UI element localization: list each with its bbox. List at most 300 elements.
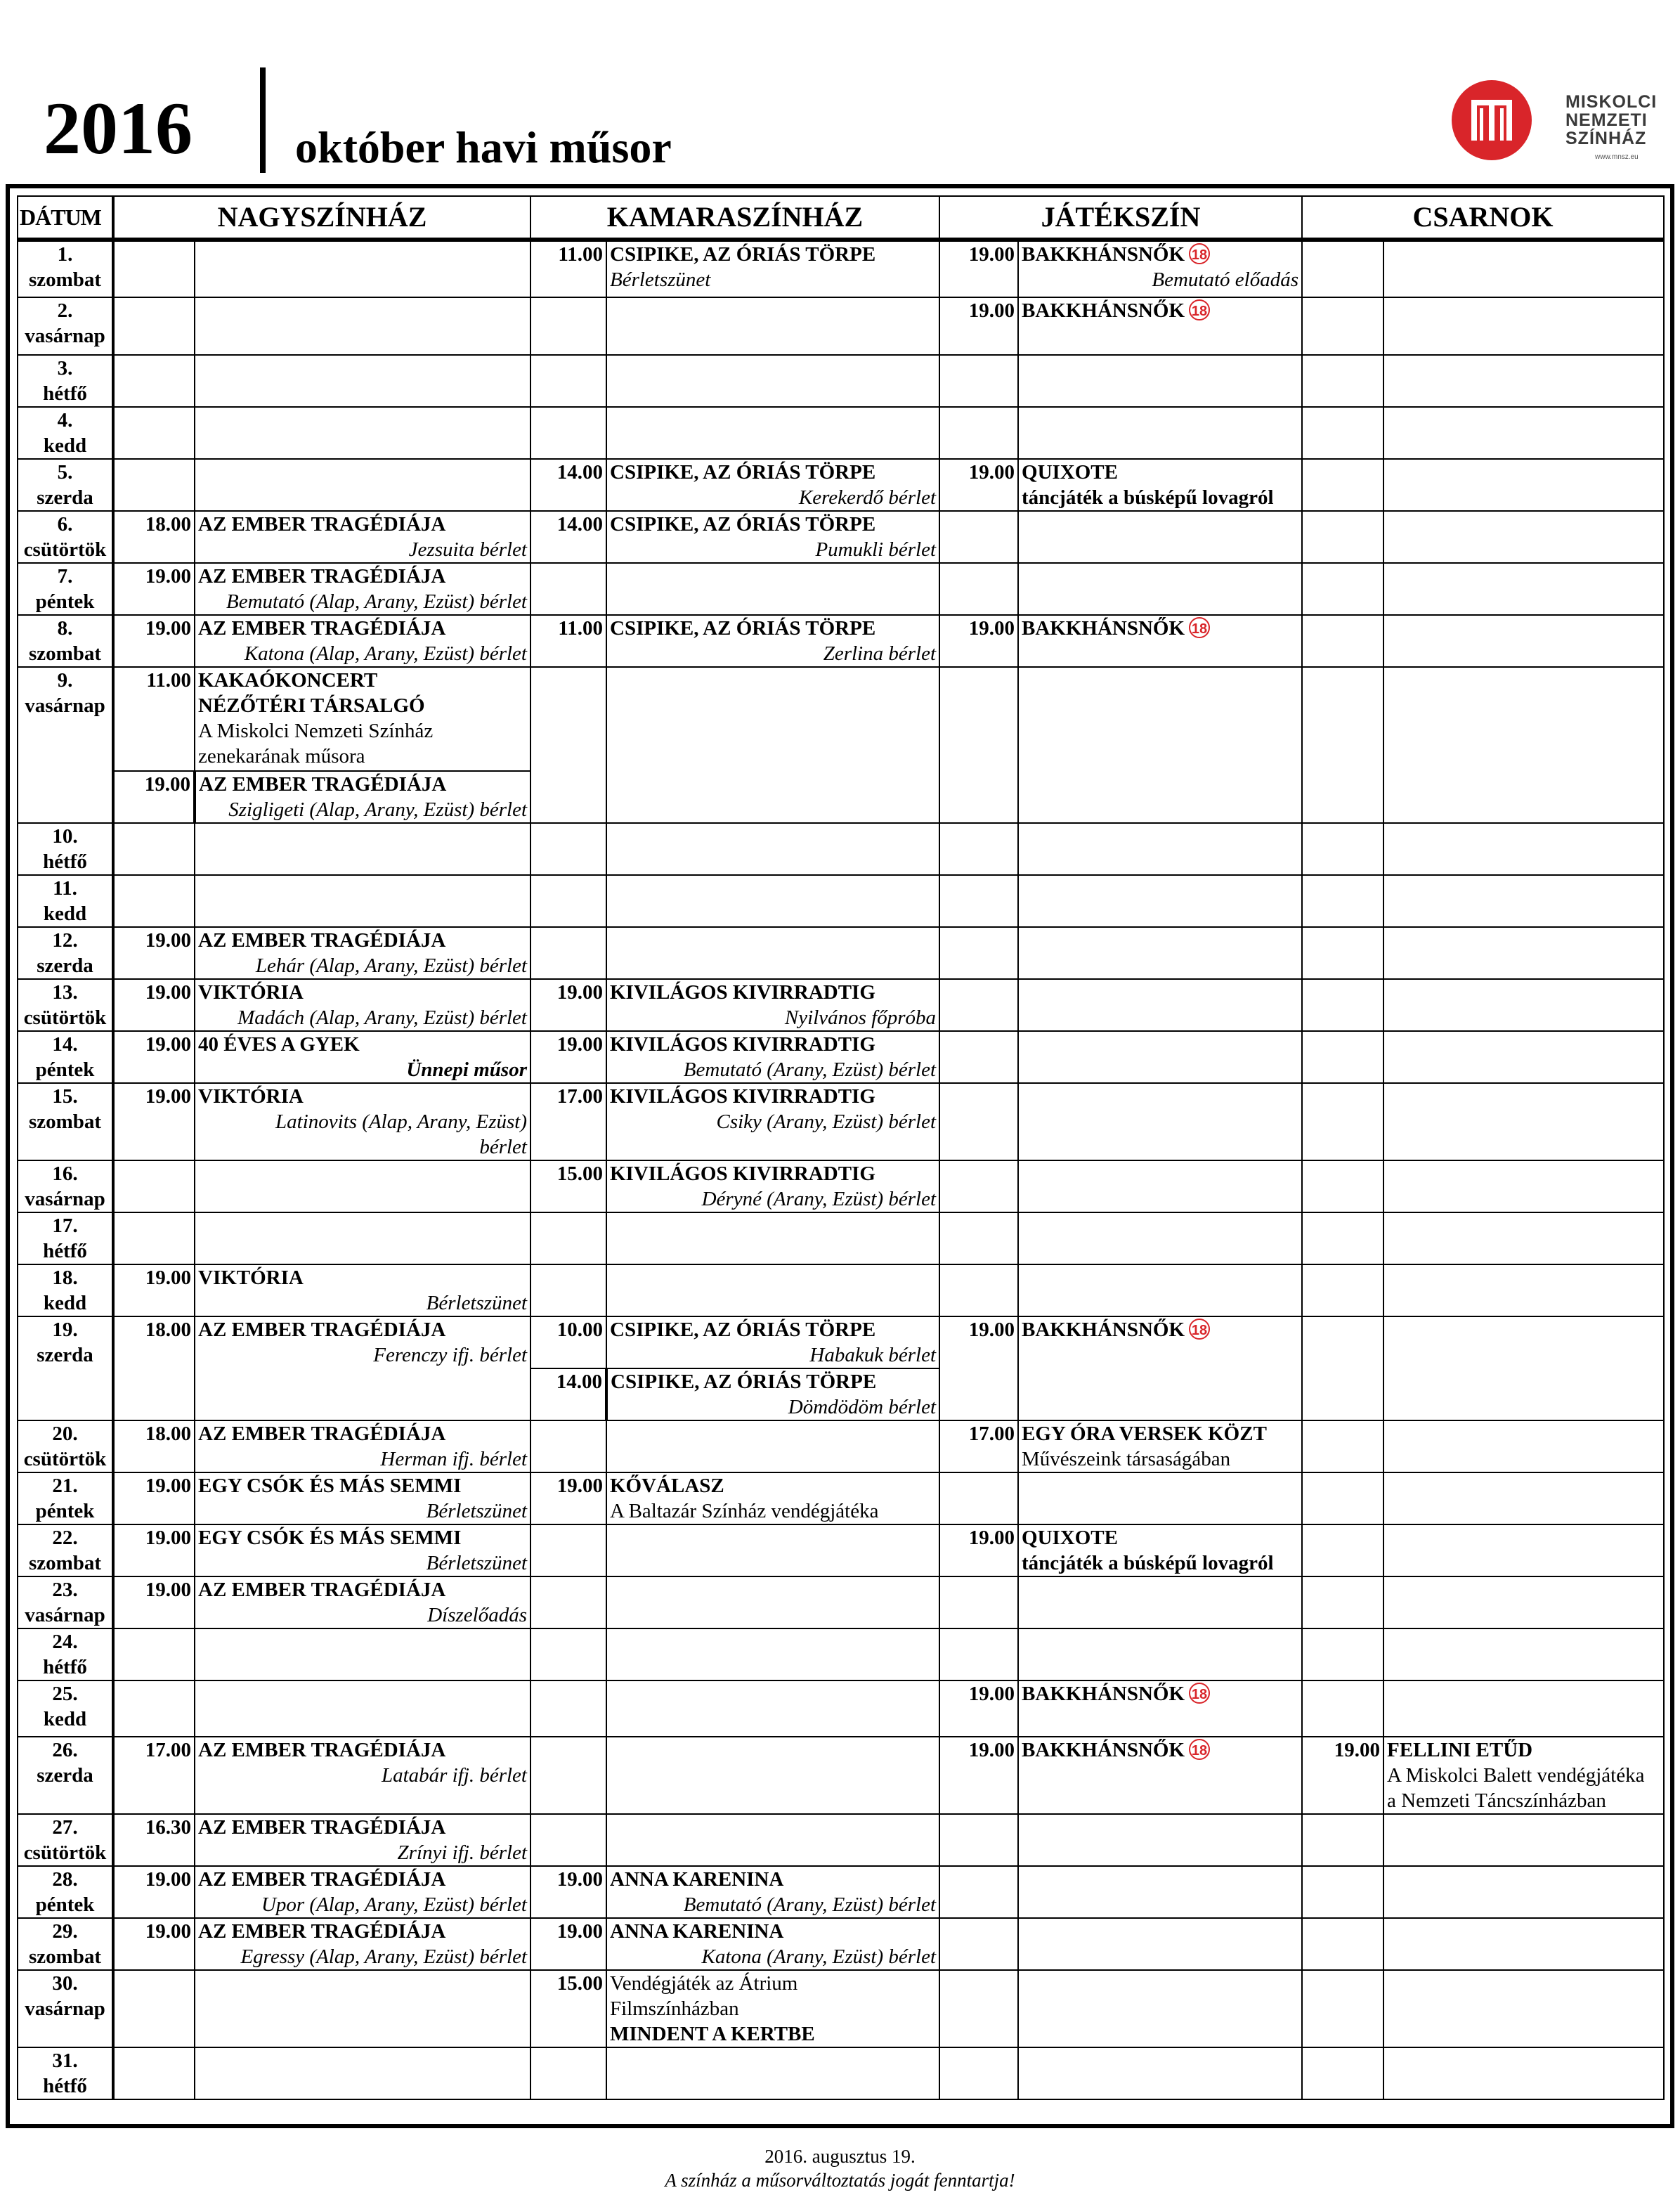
day-number: 13. — [52, 981, 78, 1004]
event-title: KAKAÓKONCERT — [198, 669, 378, 692]
day-name: vasárnap — [25, 1604, 105, 1626]
theatre-logo — [1452, 80, 1676, 171]
date-cell — [18, 355, 113, 407]
event-note: Kerekerdő bérlet — [798, 486, 937, 509]
day-name: szombat — [28, 1945, 102, 1968]
day-name: vasárnap — [25, 1188, 105, 1210]
event-time: 19.00 — [939, 1316, 1018, 1420]
date-cell — [18, 1680, 113, 1737]
day-row — [18, 1420, 1664, 1472]
event-note: Bemutató (Arany, Ezüst) bérlet — [683, 1893, 937, 1916]
event-title: EGY ÓRA VERSEK KÖZT — [1022, 1423, 1267, 1445]
event-desc: a Nemzeti Táncszínházban — [1387, 1789, 1606, 1812]
date-cell — [18, 1866, 113, 1918]
age-18-icon: 18 — [1189, 1683, 1210, 1704]
event-note: Zrínyi ifj. bérlet — [397, 1841, 527, 1864]
event-time: 19.00 — [530, 1031, 606, 1083]
event-time: 19.00 — [939, 240, 1018, 297]
event-note: Dömdödöm bérlet — [788, 1396, 937, 1418]
event-time: 19.00 — [939, 297, 1018, 355]
event-time: 19.00 — [939, 615, 1018, 667]
event-time: 19.00 — [113, 1472, 195, 1524]
event-note: A Baltazár Színház vendégjátéka — [610, 1500, 879, 1522]
day-name: szerda — [37, 1344, 93, 1366]
day-row — [18, 1866, 1664, 1918]
event-time: 19.00 — [113, 1031, 195, 1083]
day-name: szerda — [37, 954, 93, 977]
date-cell — [18, 1814, 113, 1866]
day-name: kedd — [43, 1708, 87, 1730]
event-time: 19.00 — [113, 615, 195, 667]
day-name: szombat — [28, 1110, 102, 1133]
day-number: 7. — [57, 565, 73, 588]
logo-line-1: MISKOLCI — [1565, 92, 1658, 112]
event-time: 17.00 — [113, 1737, 195, 1814]
day-name: hétfő — [43, 1656, 87, 1678]
event-note: táncjáték a búsképű lovagról — [1022, 1552, 1274, 1574]
event-note: Bemutató (Arany, Ezüst) bérlet — [683, 1058, 937, 1081]
logo-line-3: SZÍNHÁZ — [1565, 129, 1647, 148]
date-cell — [18, 823, 113, 875]
date-cell — [18, 459, 113, 511]
event-desc: zenekarának műsora — [198, 745, 365, 768]
date-cell — [18, 1031, 113, 1083]
day-number: 22. — [52, 1527, 78, 1549]
event-time: 14.00 — [530, 1368, 606, 1420]
day-row — [18, 927, 1664, 979]
day-name: péntek — [35, 1893, 95, 1916]
day-name: vasárnap — [25, 325, 105, 347]
event-time: 19.00 — [113, 979, 195, 1031]
day-number: 28. — [52, 1868, 78, 1891]
event-cell — [195, 1918, 530, 1970]
day-name: szerda — [37, 486, 93, 509]
day-row — [18, 1680, 1664, 1737]
age-18-icon: 18 — [1189, 1319, 1210, 1340]
event-title: AZ EMBER TRAGÉDIÁJA — [198, 929, 446, 952]
day-name: kedd — [43, 902, 87, 925]
event-title: QUIXOTE — [1022, 461, 1118, 484]
event-note: Egressy (Alap, Arany, Ezüst) bérlet — [240, 1945, 527, 1968]
date-cell — [18, 511, 113, 563]
event-title: 40 ÉVES A GYEK — [198, 1033, 360, 1056]
day-number: 23. — [52, 1579, 78, 1601]
event-time: 19.00 — [113, 771, 195, 823]
event-cell — [195, 1524, 530, 1576]
event-title: ANNA KARENINA — [610, 1920, 784, 1943]
day-number: 18. — [52, 1267, 78, 1289]
event-title: AZ EMBER TRAGÉDIÁJA — [198, 1579, 446, 1601]
logo-text — [1565, 93, 1657, 148]
day-name: csütörtök — [23, 538, 107, 561]
event-title: AZ EMBER TRAGÉDIÁJA — [198, 513, 446, 536]
day-row — [18, 615, 1664, 667]
day-number: 25. — [52, 1683, 78, 1705]
event-time: 19.00 — [113, 1264, 195, 1316]
event-cell — [606, 1160, 939, 1212]
col-jatekszin: JÁTÉKSZÍN — [939, 196, 1302, 240]
event-time: 19.00 — [530, 1918, 606, 1970]
event-time: 18.00 — [113, 1420, 195, 1472]
event-time: 15.00 — [530, 1970, 606, 2047]
event-title: KIVILÁGOS KIVIRRADTIG — [610, 981, 875, 1004]
event-cell — [195, 615, 530, 667]
col-kamaraszinhaz: KAMARASZÍNHÁZ — [530, 196, 939, 240]
event-note: Habakuk bérlet — [809, 1344, 937, 1366]
event-note: Zerlina bérlet — [823, 642, 937, 665]
event-title: QUIXOTE — [1022, 1527, 1118, 1549]
day-name: kedd — [43, 1292, 87, 1314]
date-cell — [18, 1212, 113, 1264]
col-date: DÁTUM — [18, 196, 113, 240]
day-row — [18, 1970, 1664, 2047]
event-note: Upor (Alap, Arany, Ezüst) bérlet — [261, 1893, 527, 1916]
event-cell — [195, 1264, 530, 1316]
event-time: 17.00 — [530, 1083, 606, 1160]
event-time: 19.00 — [530, 979, 606, 1031]
event-cell — [195, 1866, 530, 1918]
header-row — [18, 196, 1664, 240]
event-time: 19.00 — [530, 1866, 606, 1918]
event-cell — [606, 615, 939, 667]
event-title: EGY CSÓK ÉS MÁS SEMMI — [198, 1527, 462, 1549]
event-note-2: bérlet — [479, 1136, 527, 1158]
day-number: 21. — [52, 1475, 78, 1497]
event-note: Latinovits (Alap, Arany, Ezüst) — [275, 1110, 527, 1133]
day-name: hétfő — [43, 382, 87, 405]
date-cell — [18, 1472, 113, 1524]
event-note: Bérletszünet — [610, 268, 711, 291]
event-note: Bemutató (Alap, Arany, Ezüst) bérlet — [226, 590, 527, 613]
event-note: Bérletszünet — [426, 1500, 527, 1522]
event-time: 19.00 — [113, 563, 195, 615]
event-note: Déryné (Arany, Ezüst) bérlet — [701, 1188, 937, 1210]
day-row — [18, 1083, 1664, 1160]
day-row — [18, 407, 1664, 459]
event-time: 14.00 — [530, 459, 606, 511]
col-nagyszinhaz: NAGYSZÍNHÁZ — [113, 196, 530, 240]
day-row — [18, 1628, 1664, 1680]
year: 2016 — [44, 87, 193, 169]
event-title: KIVILÁGOS KIVIRRADTIG — [610, 1033, 875, 1056]
event-time: 10.00 — [530, 1316, 606, 1368]
event-note: Katona (Alap, Arany, Ezüst) bérlet — [244, 642, 527, 665]
event-title-2: NÉZŐTÉRI TÁRSALGÓ — [198, 694, 425, 717]
event-title: BAKKHÁNSNŐK — [1022, 1319, 1185, 1341]
event-time: 19.00 — [113, 1866, 195, 1918]
date-cell — [18, 979, 113, 1031]
event-desc: A Miskolci Nemzeti Színház — [198, 720, 434, 742]
event-time: 19.00 — [113, 1576, 195, 1628]
event-time: 19.00 — [113, 927, 195, 979]
day-number: 15. — [52, 1085, 78, 1108]
day-number: 3. — [57, 357, 73, 380]
event-time: 15.00 — [530, 1160, 606, 1212]
event-title: CSIPIKE, AZ ÓRIÁS TÖRPE — [610, 617, 876, 640]
day-row — [18, 240, 1664, 297]
date-cell — [18, 1160, 113, 1212]
event-cell — [606, 979, 939, 1031]
event-time: 19.00 — [530, 1472, 606, 1524]
day-name: hétfő — [43, 850, 87, 873]
day-row — [18, 1031, 1664, 1083]
age-18-icon: 18 — [1189, 617, 1210, 638]
event-cell — [1018, 1737, 1302, 1814]
event-note: Latabár ifj. bérlet — [381, 1764, 527, 1787]
day-number: 30. — [52, 1972, 78, 1995]
date-cell — [18, 1970, 113, 2047]
day-row — [18, 297, 1664, 355]
event-cell — [606, 1970, 939, 2047]
day-name: szombat — [28, 642, 102, 665]
age-18-icon: 18 — [1189, 1739, 1210, 1760]
event-cell — [606, 1316, 939, 1368]
day-number: 1. — [57, 243, 73, 266]
event-note: Nyilvános főpróba — [784, 1006, 937, 1029]
event-title: MINDENT A KERTBE — [610, 2023, 815, 2045]
event-title: EGY CSÓK ÉS MÁS SEMMI — [198, 1475, 462, 1497]
event-time: 17.00 — [939, 1420, 1018, 1472]
event-cell — [195, 511, 530, 563]
event-title: VIKTÓRIA — [198, 1267, 304, 1289]
day-name: szombat — [28, 268, 102, 291]
day-name: péntek — [35, 1058, 95, 1081]
event-cell — [1018, 1316, 1302, 1420]
event-desc: A Miskolci Balett vendégjátéka — [1387, 1764, 1645, 1787]
schedule-table — [17, 195, 1665, 2100]
event-cell — [1383, 1737, 1664, 1814]
day-number: 9. — [57, 669, 73, 692]
event-note: Díszelőadás — [427, 1604, 527, 1626]
event-title: KIVILÁGOS KIVIRRADTIG — [610, 1162, 875, 1185]
event-cell — [606, 1866, 939, 1918]
event-note: Ünnepi műsor — [406, 1058, 527, 1081]
event-desc: Vendégjáték az Átrium — [610, 1972, 798, 1995]
event-cell — [606, 459, 939, 511]
event-cell — [195, 979, 530, 1031]
event-cell — [195, 1576, 530, 1628]
event-cell — [195, 1316, 530, 1420]
day-number: 11. — [53, 877, 77, 900]
event-title: CSIPIKE, AZ ÓRIÁS TÖRPE — [610, 513, 876, 536]
event-time: 19.00 — [939, 459, 1018, 511]
event-cell — [195, 1472, 530, 1524]
event-title: BAKKHÁNSNŐK — [1022, 299, 1185, 322]
date-cell — [18, 1083, 113, 1160]
event-cell — [606, 1368, 939, 1420]
event-note: Katona (Arany, Ezüst) bérlet — [701, 1945, 937, 1968]
day-number: 4. — [57, 409, 73, 432]
event-time: 18.00 — [113, 1316, 195, 1420]
day-number: 20. — [52, 1423, 78, 1445]
event-cell — [606, 511, 939, 563]
event-cell — [195, 1083, 530, 1160]
event-cell — [606, 1031, 939, 1083]
day-row — [18, 1576, 1664, 1628]
day-row — [18, 1472, 1664, 1524]
event-title: AZ EMBER TRAGÉDIÁJA — [198, 1920, 446, 1943]
event-note: Madách (Alap, Arany, Ezüst) bérlet — [237, 1006, 527, 1029]
event-cell — [1018, 297, 1302, 355]
day-name: péntek — [35, 590, 95, 613]
date-cell — [18, 240, 113, 297]
event-cell — [195, 1420, 530, 1472]
day-row — [18, 355, 1664, 407]
event-title: AZ EMBER TRAGÉDIÁJA — [198, 1816, 446, 1839]
event-note: Bemutató előadás — [1152, 268, 1299, 291]
event-title: CSIPIKE, AZ ÓRIÁS TÖRPE — [610, 1319, 876, 1341]
day-number: 31. — [52, 2049, 78, 2072]
event-cell — [606, 1918, 939, 1970]
header-divider — [260, 67, 266, 173]
date-cell — [18, 1420, 113, 1472]
event-title: VIKTÓRIA — [198, 981, 304, 1004]
event-cell — [195, 927, 530, 979]
event-title: BAKKHÁNSNŐK — [1022, 617, 1185, 640]
event-note: Bérletszünet — [426, 1292, 527, 1314]
footer-note: A színház a műsorváltoztatás jogát fenntartja! — [665, 2170, 1015, 2191]
event-note: Bérletszünet — [426, 1552, 527, 1574]
event-title: CSIPIKE, AZ ÓRIÁS TÖRPE — [611, 1371, 877, 1393]
event-note: Szigligeti (Alap, Arany, Ezüst) bérlet — [228, 798, 527, 821]
day-number: 29. — [52, 1920, 78, 1943]
day-name: szerda — [37, 1764, 93, 1787]
day-number: 10. — [52, 825, 78, 848]
event-title: VIKTÓRIA — [198, 1085, 304, 1108]
event-title: KIVILÁGOS KIVIRRADTIG — [610, 1085, 875, 1108]
day-row — [18, 1212, 1664, 1264]
event-title: AZ EMBER TRAGÉDIÁJA — [199, 773, 447, 796]
event-time: 11.00 — [530, 240, 606, 297]
date-cell — [18, 1264, 113, 1316]
event-cell — [606, 240, 939, 297]
day-row — [18, 979, 1664, 1031]
event-time: 19.00 — [113, 1524, 195, 1576]
date-cell — [18, 667, 113, 823]
date-cell — [18, 927, 113, 979]
event-note: Lehár (Alap, Arany, Ezüst) bérlet — [255, 954, 527, 977]
day-number: 6. — [57, 513, 73, 536]
day-name: vasárnap — [25, 1997, 105, 2020]
day-number: 27. — [52, 1816, 78, 1839]
event-cell — [606, 1472, 939, 1524]
day-row — [18, 511, 1664, 563]
event-time: 16.30 — [113, 1814, 195, 1866]
day-number: 12. — [52, 929, 78, 952]
day-name: vasárnap — [25, 694, 105, 717]
day-row — [18, 1814, 1664, 1866]
date-cell — [18, 563, 113, 615]
event-title: CSIPIKE, AZ ÓRIÁS TÖRPE — [610, 243, 876, 266]
day-name: kedd — [43, 434, 87, 457]
event-title: BAKKHÁNSNŐK — [1022, 1739, 1185, 1761]
event-cell — [1018, 459, 1302, 511]
date-cell — [18, 1918, 113, 1970]
date-cell — [18, 297, 113, 355]
date-cell — [18, 1576, 113, 1628]
event-title: CSIPIKE, AZ ÓRIÁS TÖRPE — [610, 461, 876, 484]
event-note: táncjáték a búsképű lovagról — [1022, 486, 1274, 509]
day-row — [18, 563, 1664, 615]
event-time: 18.00 — [113, 511, 195, 563]
day-name: péntek — [35, 1500, 95, 1522]
event-time: 19.00 — [113, 1083, 195, 1160]
event-cell — [195, 1031, 530, 1083]
day-number: 24. — [52, 1631, 78, 1653]
day-number: 26. — [52, 1739, 78, 1761]
event-note: Pumukli bérlet — [815, 538, 937, 561]
event-time: 19.00 — [939, 1737, 1018, 1814]
event-note: Ferenczy ifj. bérlet — [373, 1344, 527, 1366]
event-time: 19.00 — [939, 1524, 1018, 1576]
event-title: FELLINI ETŰD — [1387, 1739, 1533, 1761]
date-cell — [18, 2047, 113, 2099]
event-title: ANNA KARENINA — [610, 1868, 784, 1891]
age-18-icon: 18 — [1189, 299, 1210, 320]
day-number: 8. — [57, 617, 73, 640]
day-name: csütörtök — [23, 1841, 107, 1864]
event-title: AZ EMBER TRAGÉDIÁJA — [198, 1319, 446, 1341]
day-row — [18, 1264, 1664, 1316]
day-row — [18, 2047, 1664, 2099]
day-row — [18, 1737, 1664, 1814]
day-row — [18, 823, 1664, 875]
event-cell — [1018, 240, 1302, 297]
event-title: AZ EMBER TRAGÉDIÁJA — [198, 1868, 446, 1891]
day-row — [18, 1160, 1664, 1212]
logo-mark-icon — [1452, 80, 1532, 160]
event-title: BAKKHÁNSNŐK — [1022, 243, 1185, 266]
day-name: hétfő — [43, 2075, 87, 2097]
day-row — [18, 459, 1664, 511]
event-cell — [1018, 1524, 1302, 1576]
day-row — [18, 1316, 1664, 1368]
footer-date: 2016. augusztus 19. — [764, 2146, 916, 2167]
col-csarnok: CSARNOK — [1302, 196, 1664, 240]
event-cell — [606, 1083, 939, 1160]
event-cell — [1018, 1680, 1302, 1737]
event-note: Jezsuita bérlet — [408, 538, 527, 561]
date-cell — [18, 1316, 113, 1420]
day-name: hétfő — [43, 1240, 87, 1262]
date-cell — [18, 875, 113, 927]
event-cell — [195, 771, 530, 823]
event-cell — [1018, 615, 1302, 667]
date-cell — [18, 1524, 113, 1576]
event-time: 11.00 — [113, 667, 195, 771]
age-18-icon: 18 — [1189, 243, 1210, 264]
event-time: 14.00 — [530, 511, 606, 563]
logo-icon — [1452, 80, 1532, 160]
event-time: 19.00 — [939, 1680, 1018, 1737]
date-cell — [18, 407, 113, 459]
day-row — [18, 875, 1664, 927]
page-title: október havi műsor — [295, 122, 672, 172]
event-cell — [195, 1737, 530, 1814]
event-title: AZ EMBER TRAGÉDIÁJA — [198, 617, 446, 640]
event-title: AZ EMBER TRAGÉDIÁJA — [198, 1739, 446, 1761]
event-title: AZ EMBER TRAGÉDIÁJA — [198, 1423, 446, 1445]
logo-url: www.mnsz.eu — [1595, 153, 1639, 161]
day-number: 17. — [52, 1215, 78, 1237]
event-cell — [1018, 1420, 1302, 1472]
event-title: AZ EMBER TRAGÉDIÁJA — [198, 565, 446, 588]
day-name: csütörtök — [23, 1006, 107, 1029]
event-time: 19.00 — [113, 1918, 195, 1970]
day-name: szombat — [28, 1552, 102, 1574]
date-cell — [18, 615, 113, 667]
day-row — [18, 1918, 1664, 1970]
